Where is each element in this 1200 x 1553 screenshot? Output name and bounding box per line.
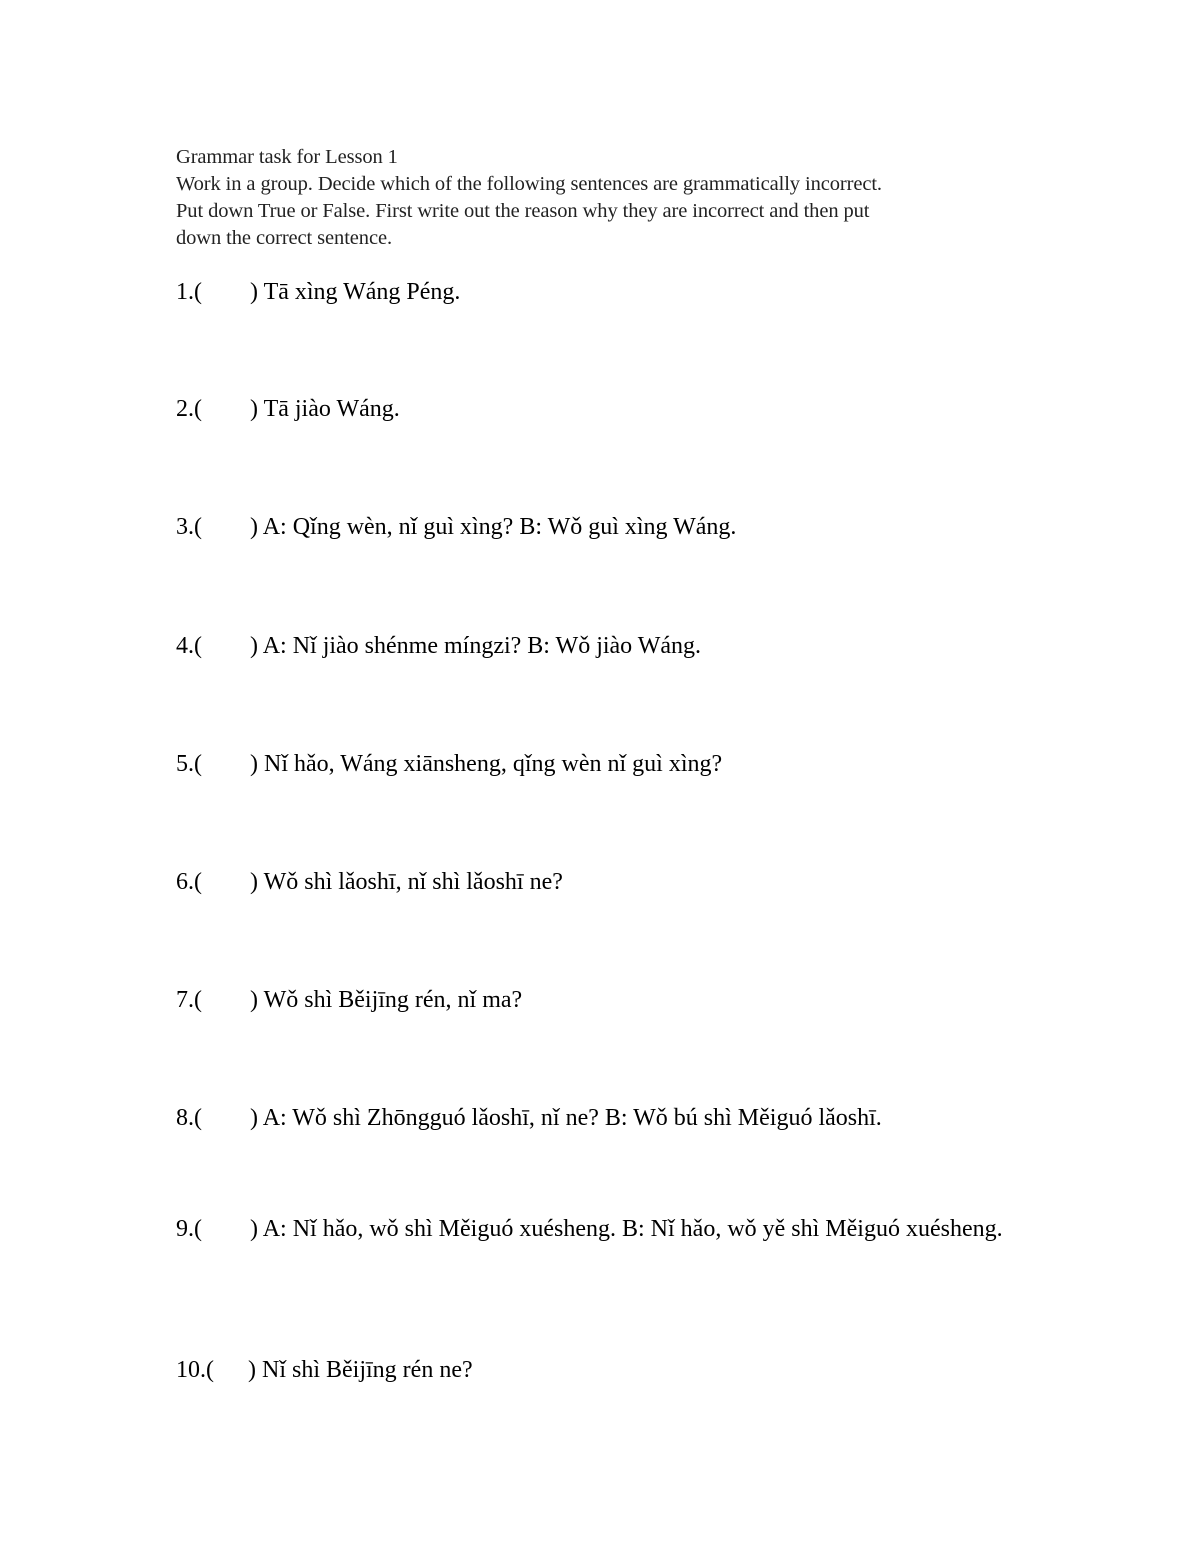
- sentence-item-9: [176, 1213, 1016, 1245]
- item-close-paren: ): [250, 869, 258, 895]
- item-close-paren: ): [250, 396, 258, 422]
- task-instruction-line-3: down the correct sentence.: [176, 227, 392, 249]
- task-title: Grammar task for Lesson 1: [176, 146, 398, 168]
- item-number: 1.(: [176, 279, 202, 305]
- item-close-paren: ): [250, 514, 258, 540]
- item-close-paren: ): [250, 751, 258, 777]
- sentence-item-10: [176, 1354, 1016, 1386]
- item-number: 7.(: [176, 987, 202, 1013]
- item-close-paren: ): [250, 279, 258, 305]
- item-close-paren: ): [250, 1105, 258, 1131]
- task-instruction-line-2: Put down True or False. First write out the reason why they are incorrect and then put: [176, 200, 870, 222]
- item-sentence: A: Wǒ shì Zhōngguó lǎoshī, nǐ ne? B: Wǒ bú shì Měiguó lǎoshī.: [262, 1105, 882, 1131]
- item-number: 2.(: [176, 396, 202, 422]
- item-number: 5.(: [176, 751, 202, 777]
- task-header: [176, 144, 1016, 252]
- item-sentence: A: Nǐ hǎo, wǒ shì Měiguó xuésheng. B: Nǐ hǎo, wǒ yě shì Měiguó xuésheng.: [262, 1216, 1003, 1242]
- sentence-item-6: [176, 866, 1016, 898]
- item-close-paren: ): [250, 1216, 258, 1242]
- item-sentence: Nǐ hǎo, Wáng xiānsheng, qǐng wèn nǐ guì xìng?: [264, 751, 723, 777]
- item-sentence: A: Qǐng wèn, nǐ guì xìng? B: Wǒ guì xìng Wáng.: [262, 514, 737, 540]
- item-sentence: Nǐ shì Běijīng rén ne?: [262, 1357, 473, 1383]
- item-sentence: Wǒ shì lǎoshī, nǐ shì lǎoshī ne?: [263, 869, 563, 895]
- sentence-item-8: [176, 1102, 1016, 1134]
- item-close-paren: ): [250, 987, 258, 1013]
- item-sentence: Tā xìng Wáng Péng.: [263, 279, 461, 305]
- sentence-item-3: [176, 511, 1016, 543]
- item-number: 10.(: [176, 1357, 214, 1383]
- item-number: 6.(: [176, 869, 202, 895]
- item-close-paren: ): [250, 633, 258, 659]
- task-instruction-line-1: Work in a group. Decide which of the following sentences are grammatically incorrect.: [176, 173, 882, 195]
- item-sentence: Tā jiào Wáng.: [263, 396, 400, 422]
- item-number: 4.(: [176, 633, 202, 659]
- item-number: 8.(: [176, 1105, 202, 1131]
- item-close-paren: ): [248, 1357, 256, 1383]
- sentence-item-5: [176, 748, 1016, 780]
- item-sentence: A: Nǐ jiào shénme míngzi? B: Wǒ jiào Wáng.: [262, 633, 702, 659]
- item-number: 3.(: [176, 514, 202, 540]
- item-sentence: Wǒ shì Běijīng rén, nǐ ma?: [263, 987, 523, 1013]
- item-number: 9.(: [176, 1216, 202, 1242]
- sentence-item-4: [176, 630, 1016, 662]
- sentence-item-7: [176, 984, 1016, 1016]
- sentence-item-1: [176, 276, 1016, 308]
- sentence-item-2: [176, 393, 1016, 425]
